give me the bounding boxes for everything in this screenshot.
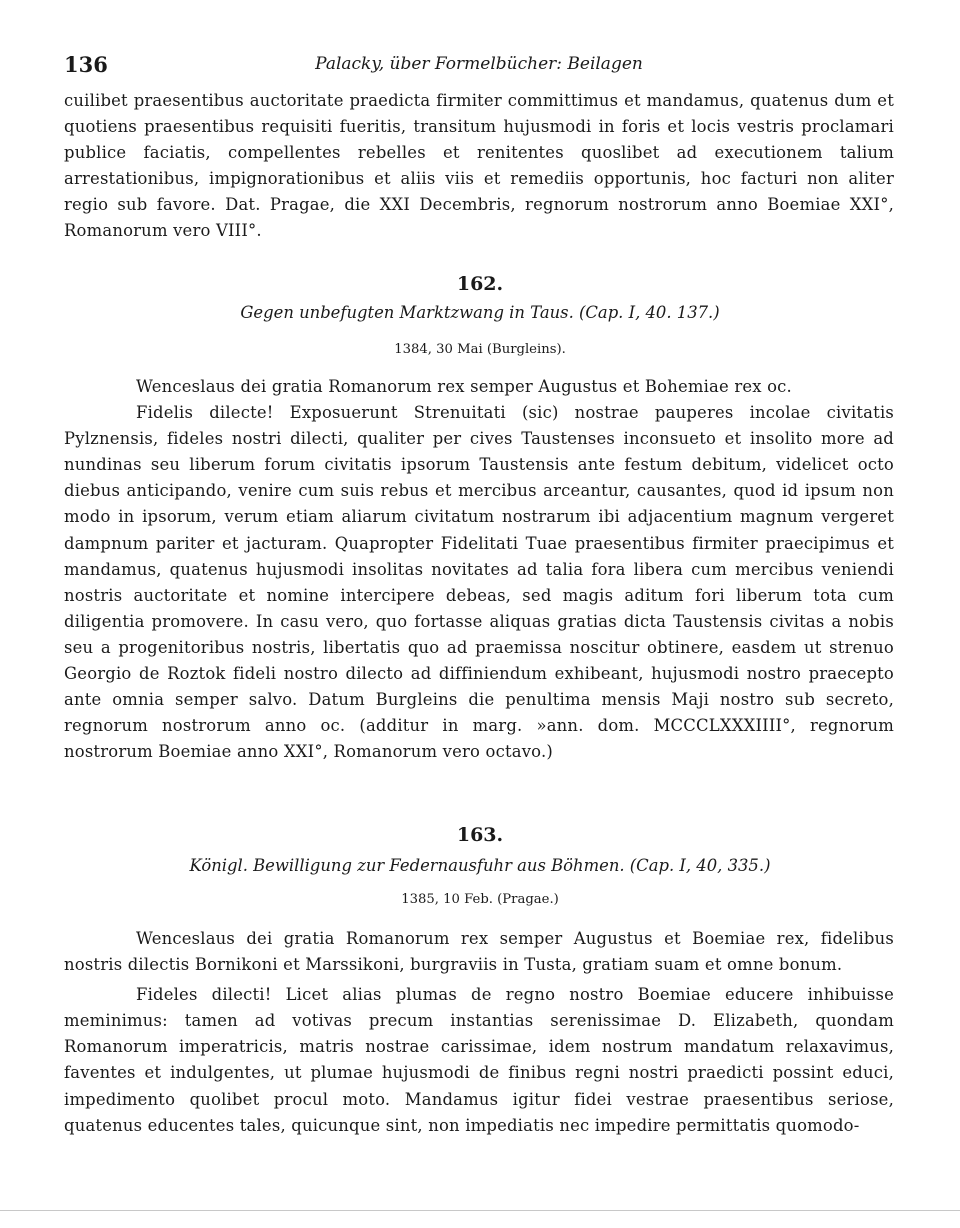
document-body-162	[64, 374, 894, 765]
continuation-text: cuilibet praesentibus auctoritate praedicta firmiter committimus et mandamus, quatenus dum et quotiens praesentibus requisiti fueritis, transitum hujusmodi in foris et locis vestris proclamari publice faciatis, compellentes rebelles et renitentes quoslibet ad executionem talium arrestationibus, impignorationibus et aliis viis et remediis opportunis, hoc facturi non aliter regio sub favore. Dat. Pragae, die XXI Decembris, regnorum nostrorum anno Boemiae XXI°, Romanorum vero VIII°.	[64, 91, 894, 241]
document-number-163: 163.	[456, 824, 504, 846]
page-bottom-edge	[0, 1210, 960, 1211]
document-body-163	[64, 926, 894, 1139]
document-title-162: Gegen unbefugten Marktzwang in Taus. (Cap. I, 40. 137.)	[240, 303, 720, 322]
document-number-162: 162.	[456, 273, 504, 295]
body-paragraph-162: Fidelis dilecte! Exposuerunt Strenuitati (sic) nostrae pauperes incolae civitatis Pylznensis, fideles nostri dilecti, qualiter per cives Taustenses inconsueto et insolito more ad nundinas seu liberum forum civitatis ipsorum Taustensis ante festum debitum, videlicet octo diebus anticipando, venire cum suis rebus et mercibus arceantur, causantes, quod id ipsum non modo in ipsorum, verum etiam aliarum civitatum nostrarum ibi adjacentium magnum vergeret dampnum pariter et jacturam. Quapropter Fidelitati Tuae praesentibus firmiter praecipimus et mandamus, quatenus hujusmodi insolitas novitates ad talia fora libera cum mercibus veniendi nostris auctoritate et nomine intercipere debeas, sed magis aditum fori liberum tota cum diligentia promovere. In casu vero, quo fortasse aliquas gratias dicta Taustensis civitas a nobis seu a progenitoribus nostris, libertatis quo ad praemissa noscitur obtinere, easdem ut strenuo Georgio de Roztok fideli nostro dilecto ad diffiniendum exhibeant, hujusmodi nostro praecepto ante omnia semper salvo. Datum Burgleins die penultima mensis Maji nostro sub secreto, regnorum nostrorum anno oc. (additur in marg. »ann. dom. MCCCLXXXIIII°, regnorum nostrorum Boemiae anno XXI°, Romanorum vero octavo.)	[64, 403, 894, 762]
document-date-162: 1384, 30 Mai (Burgleins).	[394, 342, 566, 357]
continuation-paragraph	[64, 88, 894, 245]
document-title-163: Königl. Bewilligung zur Federnausfuhr aus Böhmen. (Cap. I, 40, 335.)	[189, 856, 771, 875]
page-header	[64, 52, 894, 78]
salutation-163: Wenceslaus dei gratia Romanorum rex semper Augustus et Boemiae rex, fidelibus nostris dilectis Bornikoni et Marssikoni, burgraviis in Tusta, gratiam suam et omne bonum.	[64, 929, 894, 975]
salutation-162: Wenceslaus dei gratia Romanorum rex semper Augustus et Bohemiae rex oc.	[136, 377, 792, 396]
running-head: Palacky, über Formelbücher: Beilagen	[315, 54, 643, 74]
page-number: 136	[64, 52, 108, 77]
document-date-163: 1385, 10 Feb. (Pragae.)	[401, 892, 559, 907]
body-paragraph-163: Fideles dilecti! Licet alias plumas de regno nostro Boemiae educere inhibuisse meminimus: tamen ad votivas precum instantias serenissimae D. Elizabeth, quondam Romanorum imperatricis, matris nostrae carissimae, idem nostrum mandatum relaxavimus, faventes et indulgentes, ut plumae hujusmodi de finibus regni nostri praedicti possint educi, impedimento quolibet procul moto. Mandamus igitur fidei vestrae praesentibus seriose, quatenus educentes tales, quicunque sint, non impediatis nec impedire permittatis quomodo-	[64, 985, 894, 1135]
